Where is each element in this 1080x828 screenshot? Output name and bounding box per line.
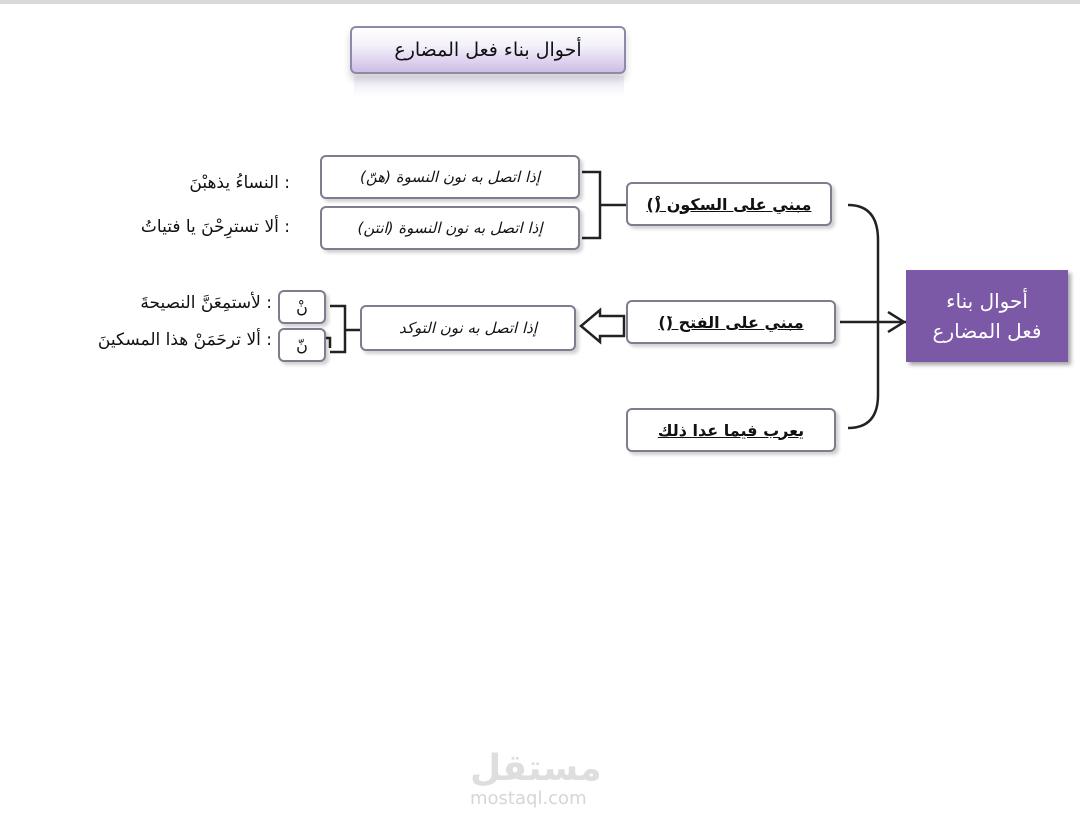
noon-box-sakina [278, 290, 326, 324]
root-line-2: فعل المضارع [932, 319, 1042, 343]
condition-tawkeed-text: إذا اتصل به نون التوكد [399, 319, 537, 337]
watermark-url: mostaql.com [470, 788, 587, 809]
state-sukoon-label: مبني على السكون (ْ) [646, 194, 812, 214]
hollow-arrow [581, 310, 624, 342]
watermark-logo: مستقل [470, 748, 602, 789]
title-reflection [354, 76, 624, 98]
state1-bracket [582, 172, 600, 238]
root-line-1: أحوال بناء [946, 289, 1028, 313]
condition-antunna-text: إذا اتصل به نون النسوة (انتن) [357, 219, 543, 237]
noon-mushaddada: نّ [296, 335, 308, 355]
state-murab-label: يعرب فيما عدا ذلك [657, 420, 805, 440]
condition-hunna-text: إذا اتصل به نون النسوة (هنّ) [360, 168, 541, 186]
main-bracket [848, 205, 878, 428]
example-4: : ألا ترحَمَنْ هذا المسكينَ [97, 330, 272, 350]
noon-sakina: نْ [296, 297, 308, 317]
state-fath-label: مبني على الفتح (َ) [658, 312, 804, 332]
state-sukoon [626, 182, 832, 226]
condition-hunna [320, 155, 580, 199]
diagram-title: أحوال بناء فعل المضارع [350, 26, 626, 74]
example-3: : لأستمِعَنَّ النصيحةَ [140, 293, 272, 313]
example-1: : النساءُ يذهبْنَ [189, 173, 290, 193]
condition-antunna [320, 206, 580, 250]
root-node [906, 270, 1068, 362]
noon-bracket [330, 306, 345, 352]
condition-tawkeed [360, 305, 576, 351]
state-murab [626, 408, 836, 452]
state-fath [626, 300, 836, 344]
example-2: : ألا تسترِحْنَ يا فتياتُ [140, 217, 290, 237]
noon-box-mushaddada [278, 328, 326, 362]
